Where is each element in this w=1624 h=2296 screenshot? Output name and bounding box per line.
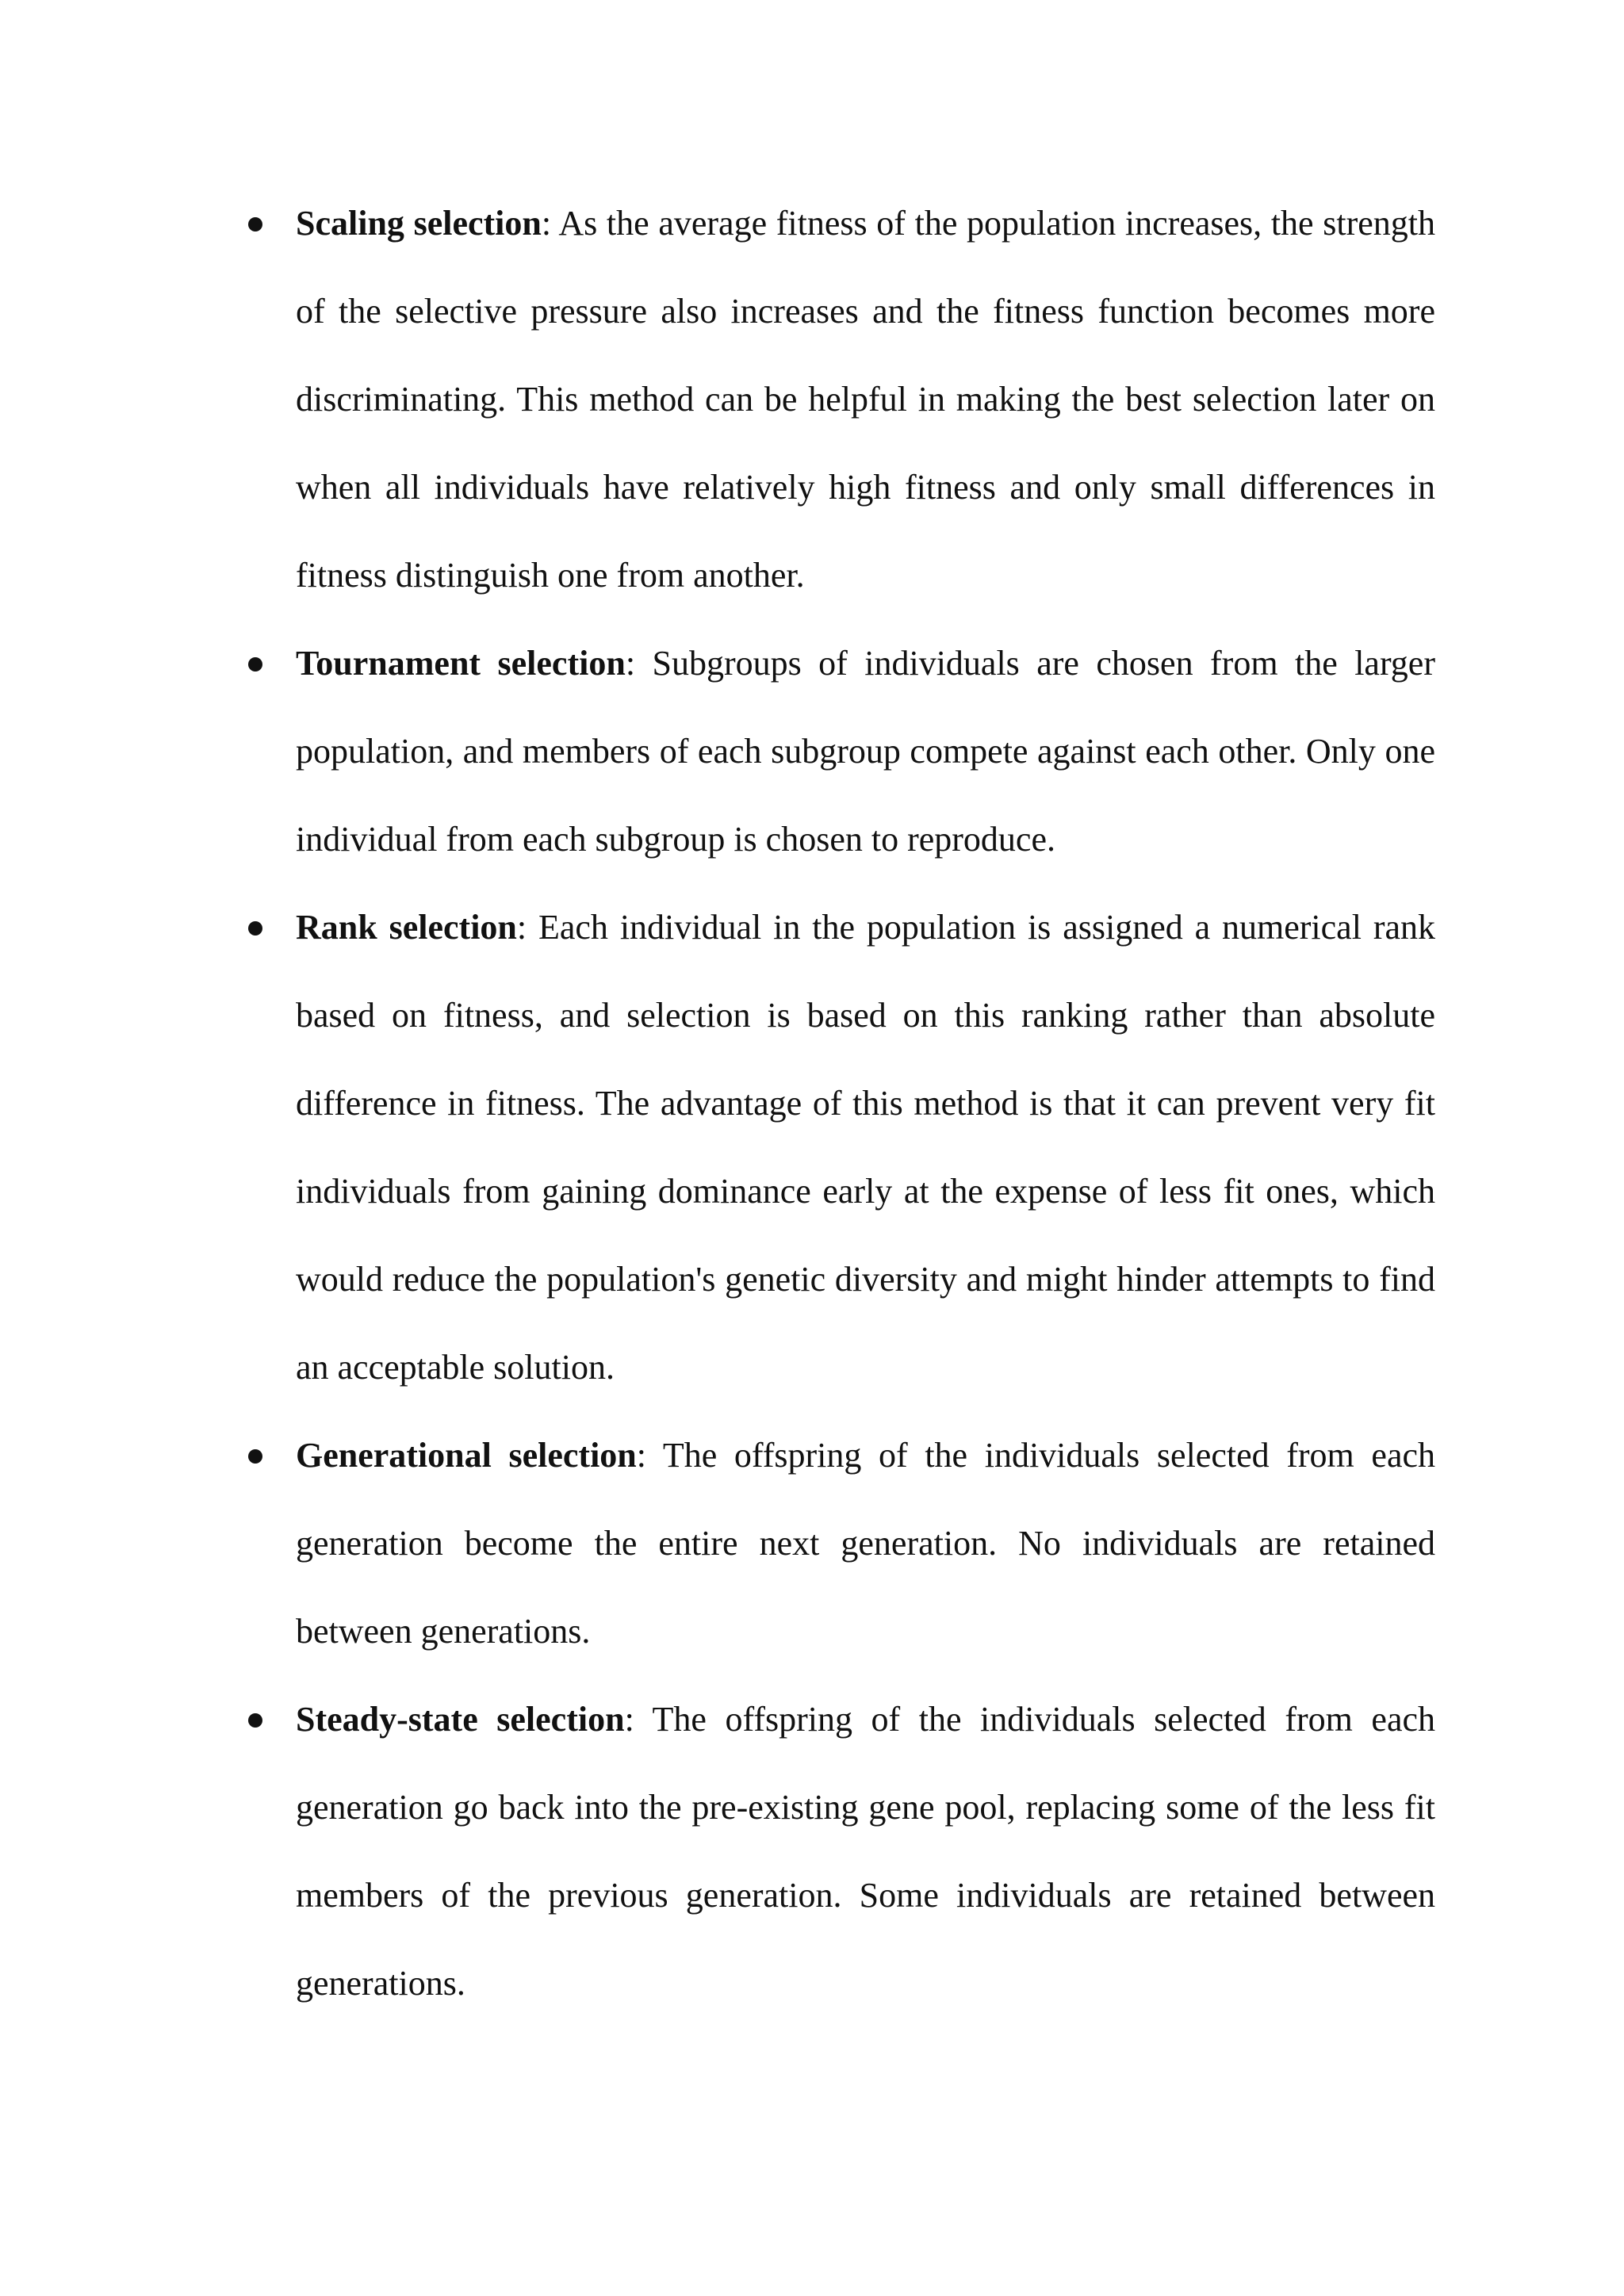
term-label: Tournament selection [296, 644, 626, 683]
term-label: Steady-state selection [296, 1700, 625, 1739]
list-item-scaling-selection [238, 179, 1435, 619]
list-item-generational-selection [238, 1411, 1435, 1675]
term-label: Rank selection [296, 908, 517, 947]
term-description: : The offspring of the individuals selected from each generation become the entire next generation. No individuals are retained between generations. [296, 1436, 1436, 1651]
term-description: : As the average fitness of the population increases, the strength of the selective pressure also increases and the fitness function becomes more discriminating. This method can be helpful in making the best selection later on when all individuals have relatively high fitness and only small differences in fitness distinguish one from another. [296, 204, 1436, 595]
term-label: Scaling selection [296, 204, 542, 243]
list-item-steady-state-selection [238, 1675, 1435, 2027]
term-label: Generational selection [296, 1436, 637, 1475]
bullet-icon [248, 1449, 262, 1464]
bullet-icon [248, 217, 262, 232]
bullet-icon [248, 921, 262, 936]
term-description: : The offspring of the individuals selected from each generation go back into the pre-existing gene pool, replacing some of the less fit members of the previous generation. Some individuals are retained between generations. [296, 1700, 1436, 2003]
bullet-icon [248, 657, 262, 672]
bullet-icon [248, 1713, 262, 1728]
term-description: : Subgroups of individuals are chosen from the larger population, and members of each subgroup compete against each other. Only one individual from each subgroup is chosen to reproduce. [296, 644, 1435, 859]
list-item-rank-selection [238, 883, 1435, 1411]
term-description: : Each individual in the population is assigned a numerical rank based on fitness, and selection is based on this ranking rather than absolute difference in fitness. The advantage of this method is that it can prevent very fit individuals from gaining dominance early at the expense of less fit ones, which would reduce the population's genetic diversity and might hinder attempts to find an acceptable solution. [296, 908, 1435, 1387]
selection-methods-list [238, 179, 1435, 2027]
list-item-tournament-selection [238, 619, 1435, 883]
